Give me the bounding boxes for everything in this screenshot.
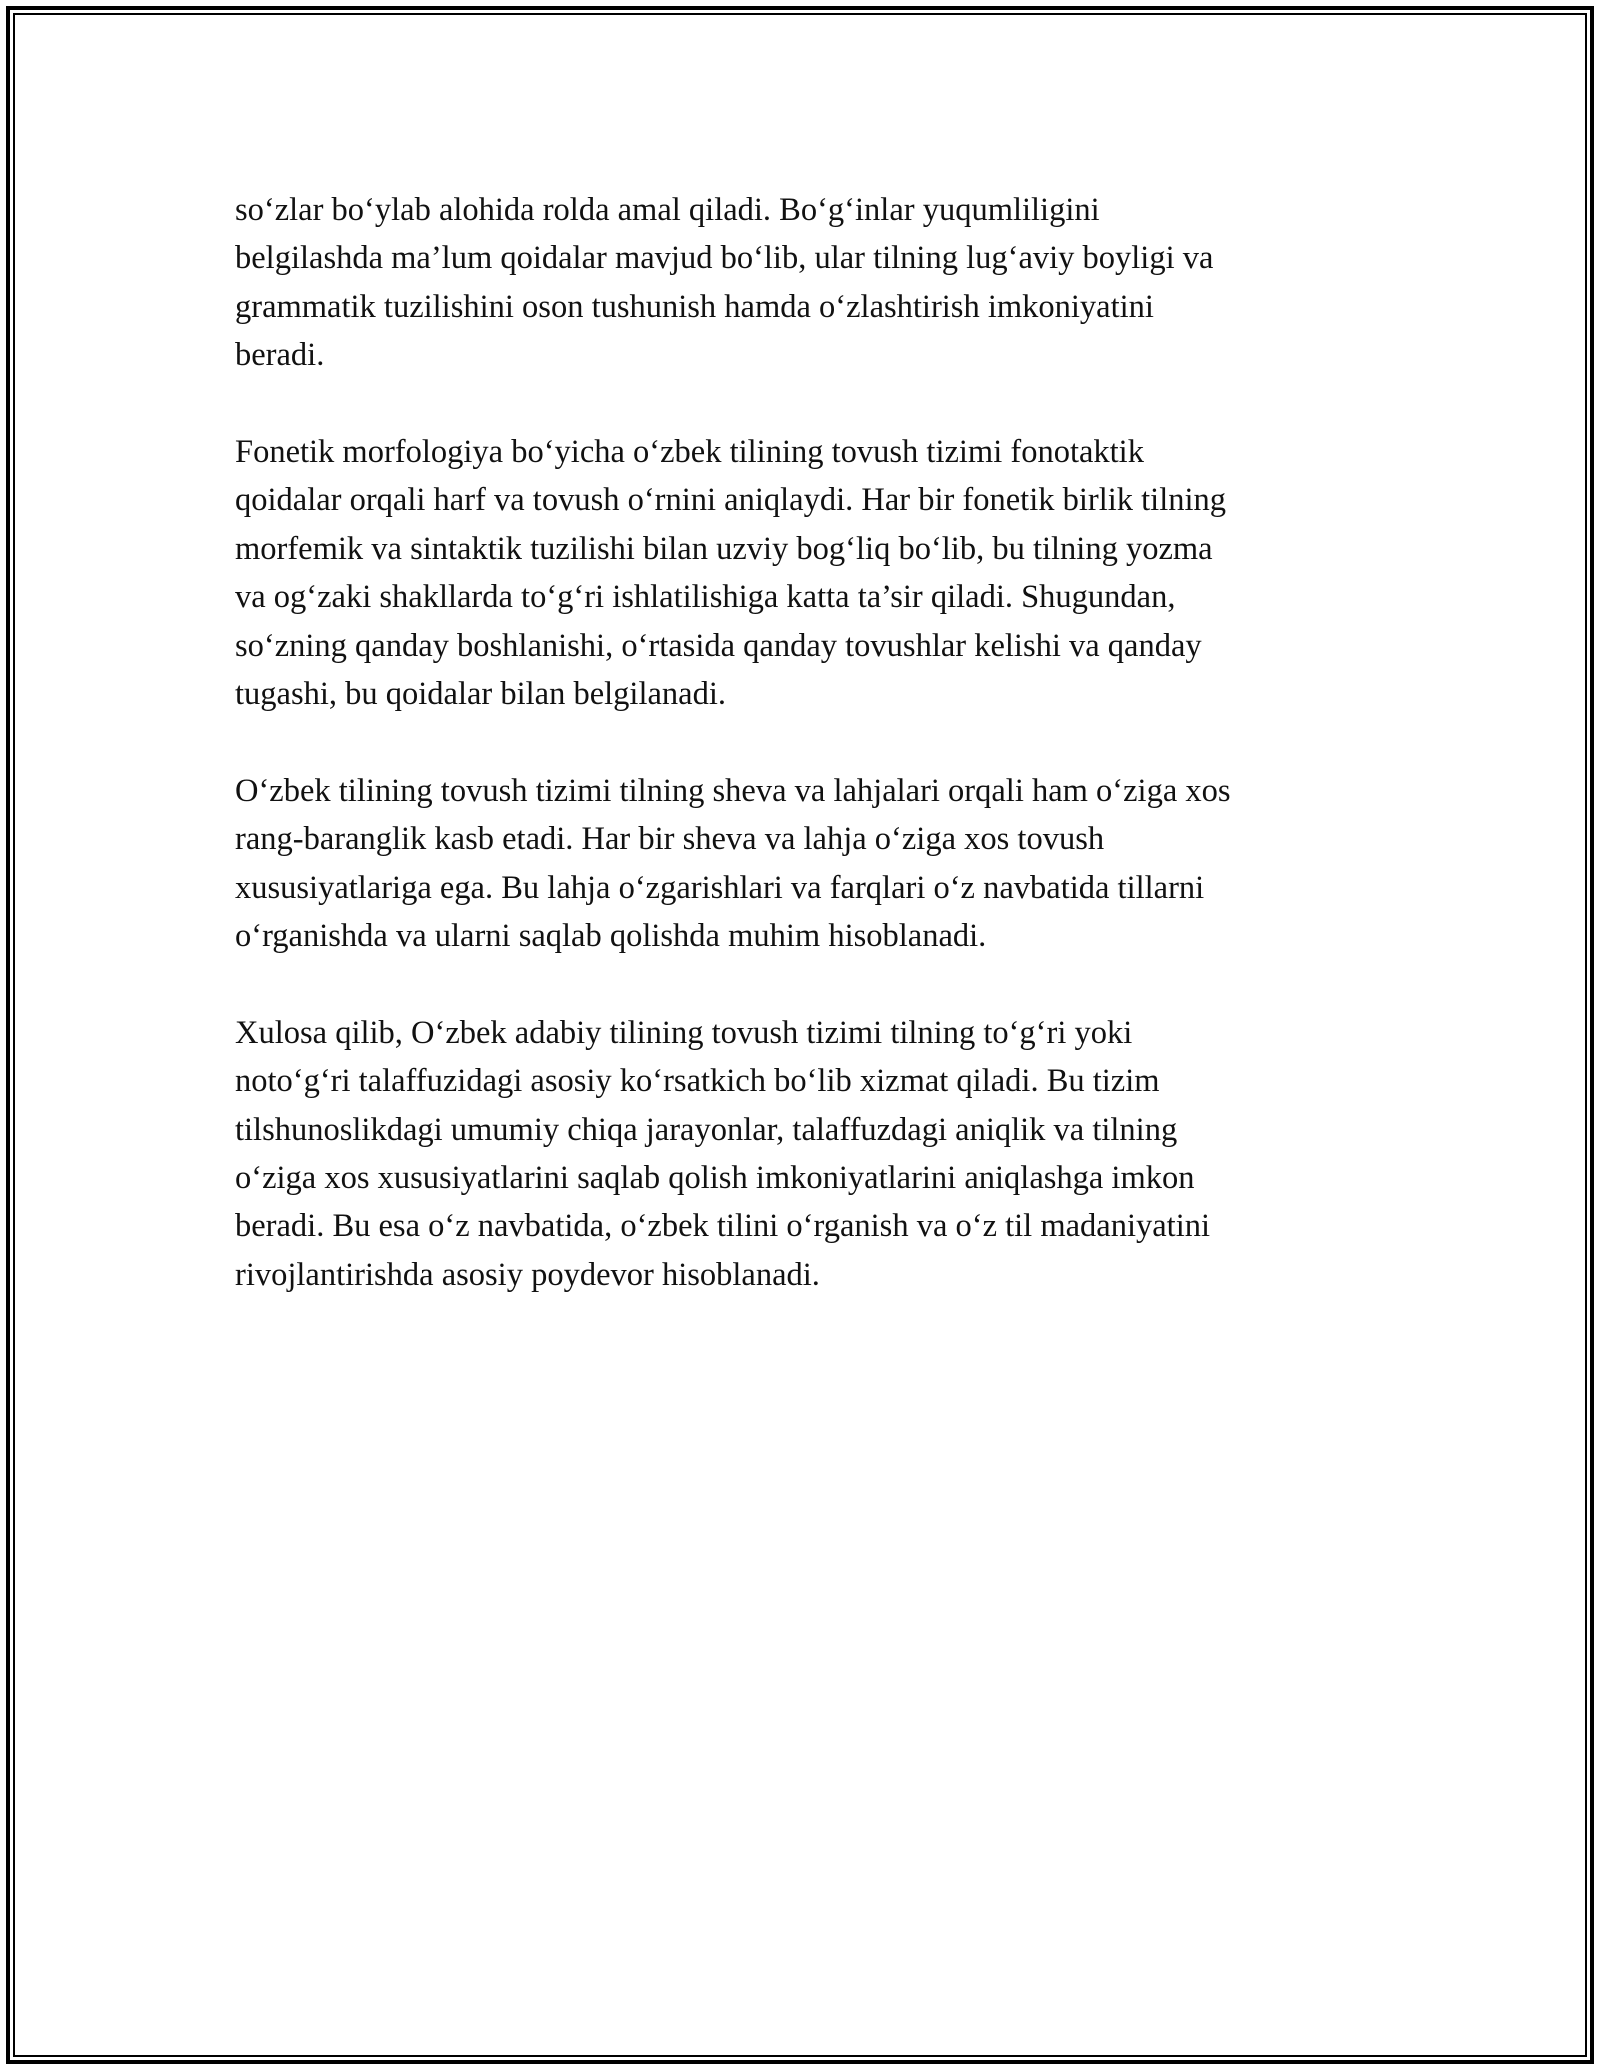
text-line: va og‘zaki shakllarda to‘g‘ri ishlatilishiga katta ta’sir qiladi. Shugundan, [235,579,1176,616]
text-line: morfemik va sintaktik tuzilishi bilan uzviy bog‘liq bo‘lib, bu tilning yozma [235,530,1213,567]
text-line: o‘rganishda va ularni saqlab qolishda muhim hisoblanadi. [235,918,987,955]
text-line: grammatik tuzilishini oson tushunish hamda o‘zlashtirish imkoniyatini [235,288,1154,325]
paragraph-4 [235,1009,1365,1299]
paragraph-1 [235,186,1365,380]
text-line: tilshunoslikdagi umumiy chiqa jarayonlar, talaffuzdagi aniqlik va tilning [235,1111,1178,1148]
text-line: so‘zning qanday boshlanishi, o‘rtasida qanday tovushlar kelishi va qanday [235,627,1202,664]
text-line: O‘zbek tilining tovush tizimi tilning sheva va lahjalari orqali ham o‘ziga xos [235,772,1231,809]
text-line: Fonetik morfologiya bo‘yicha o‘zbek tilining tovush tizimi fonotaktik [235,434,1144,471]
text-line: so‘zlar bo‘ylab alohida rolda amal qiladi. Bo‘g‘inlar yuqumliligini [235,192,1100,228]
text-line: rang-baranglik kasb etadi. Har bir sheva va lahja o‘ziga xos tovush [235,821,1105,858]
document-body [235,186,1365,1348]
text-line: beradi. Bu esa o‘z navbatida, o‘zbek tilini o‘rganish va o‘z til madaniyatini [235,1208,1210,1245]
text-line: Xulosa qilib, O‘zbek adabiy tilining tovush tizimi tilning to‘g‘ri yoki [235,1014,1133,1051]
text-line: noto‘g‘ri talaffuzidagi asosiy ko‘rsatkich bo‘lib xizmat qiladi. Bu tizim [235,1063,1160,1100]
text-line: rivojlantirishda asosiy poydevor hisoblanadi. [235,1256,820,1293]
text-line: xususiyatlariga ega. Bu lahja o‘zgarishlari va farqlari o‘z navbatida tillarni [235,869,1205,906]
paragraph-3 [235,767,1365,961]
text-line: tugashi, bu qoidalar bilan belgilanadi. [235,676,726,713]
text-line: o‘ziga xos xususiyatlarini saqlab qolish imkoniyatlarini aniqlashga imkon [235,1160,1195,1197]
text-line: beradi. [235,337,325,374]
paragraph-2 [235,428,1365,718]
text-line: belgilashda ma’lum qoidalar mavjud bo‘lib, ular tilning lug‘aviy boyligi va [235,240,1214,277]
text-line: qoidalar orqali harf va tovush o‘rnini aniqlaydi. Har bir fonetik birlik tilning [235,482,1227,519]
